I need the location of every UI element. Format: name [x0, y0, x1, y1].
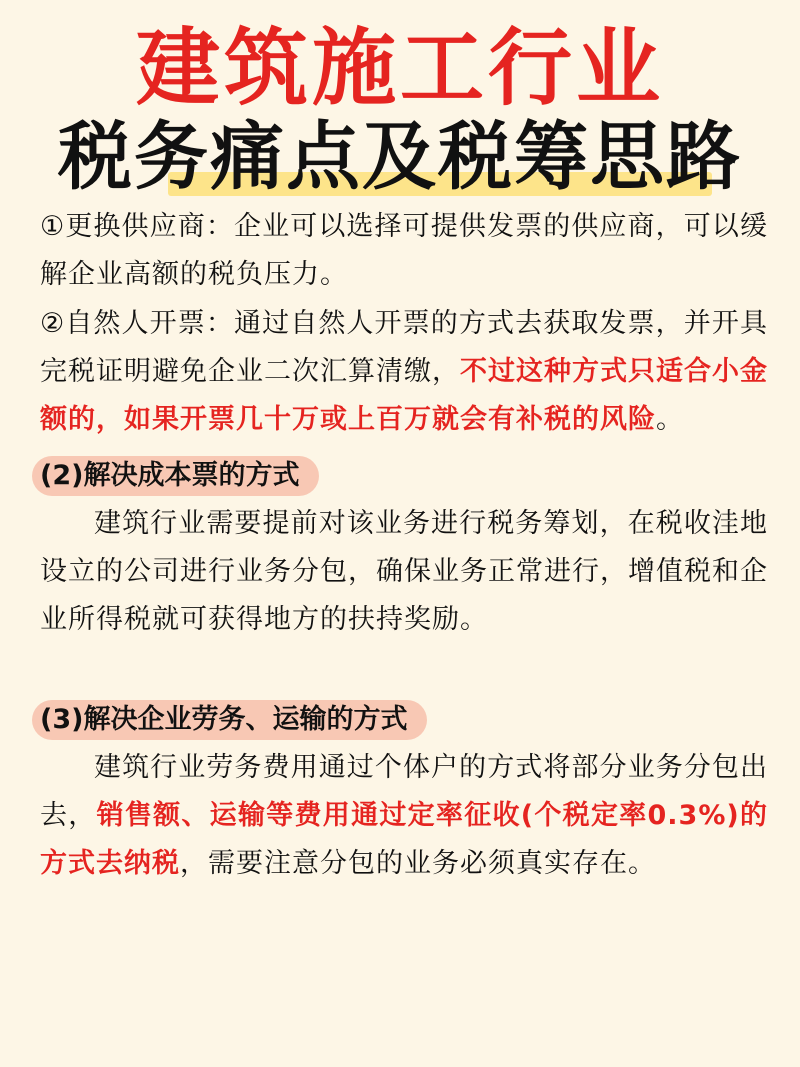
item-1-paragraph: ①更换供应商：企业可以选择可提供发票的供应商，可以缓解企业高额的税负压力。	[40, 211, 768, 290]
section-2-body: 建筑行业需要提前对该业务进行税务筹划，在税收洼地设立的公司进行业务分包，确保业务正常进行，增值税和企业所得税就可获得地方的扶持奖励。	[40, 508, 768, 635]
title-line-2: 税务痛点及税筹思路	[58, 114, 742, 200]
item-2-text: ②自然人开票：通过自然人开票的方式去获取发票，并开具完税证明避免企业二次汇算清缴，	[40, 308, 768, 387]
section-2-heading: (2)解决成本票的方式	[32, 456, 319, 496]
title-line-2-wrap	[0, 112, 800, 202]
section-3-end: ，需要注意分包的业务必须真实存在。	[180, 848, 656, 879]
item-2-warning: 不过这种方式只适合小金额的，如果开票几十万或上百万就会有补税的风险	[40, 356, 768, 435]
item-2-paragraph	[40, 300, 768, 444]
section-3-highlight: 销售额、运输等费用通过定率征收(个税定率0.3%)的方式去纳税	[40, 800, 769, 879]
title-line-1: 建筑施工行业	[135, 19, 664, 117]
item-2-end: 。	[656, 404, 684, 435]
section-3-text: 建筑行业劳务费用通过个体户的方式将部分业务分包出去，	[40, 752, 768, 831]
section-3-heading: (3)解决企业劳务、运输的方式	[32, 700, 427, 740]
section-3-body	[40, 744, 768, 888]
